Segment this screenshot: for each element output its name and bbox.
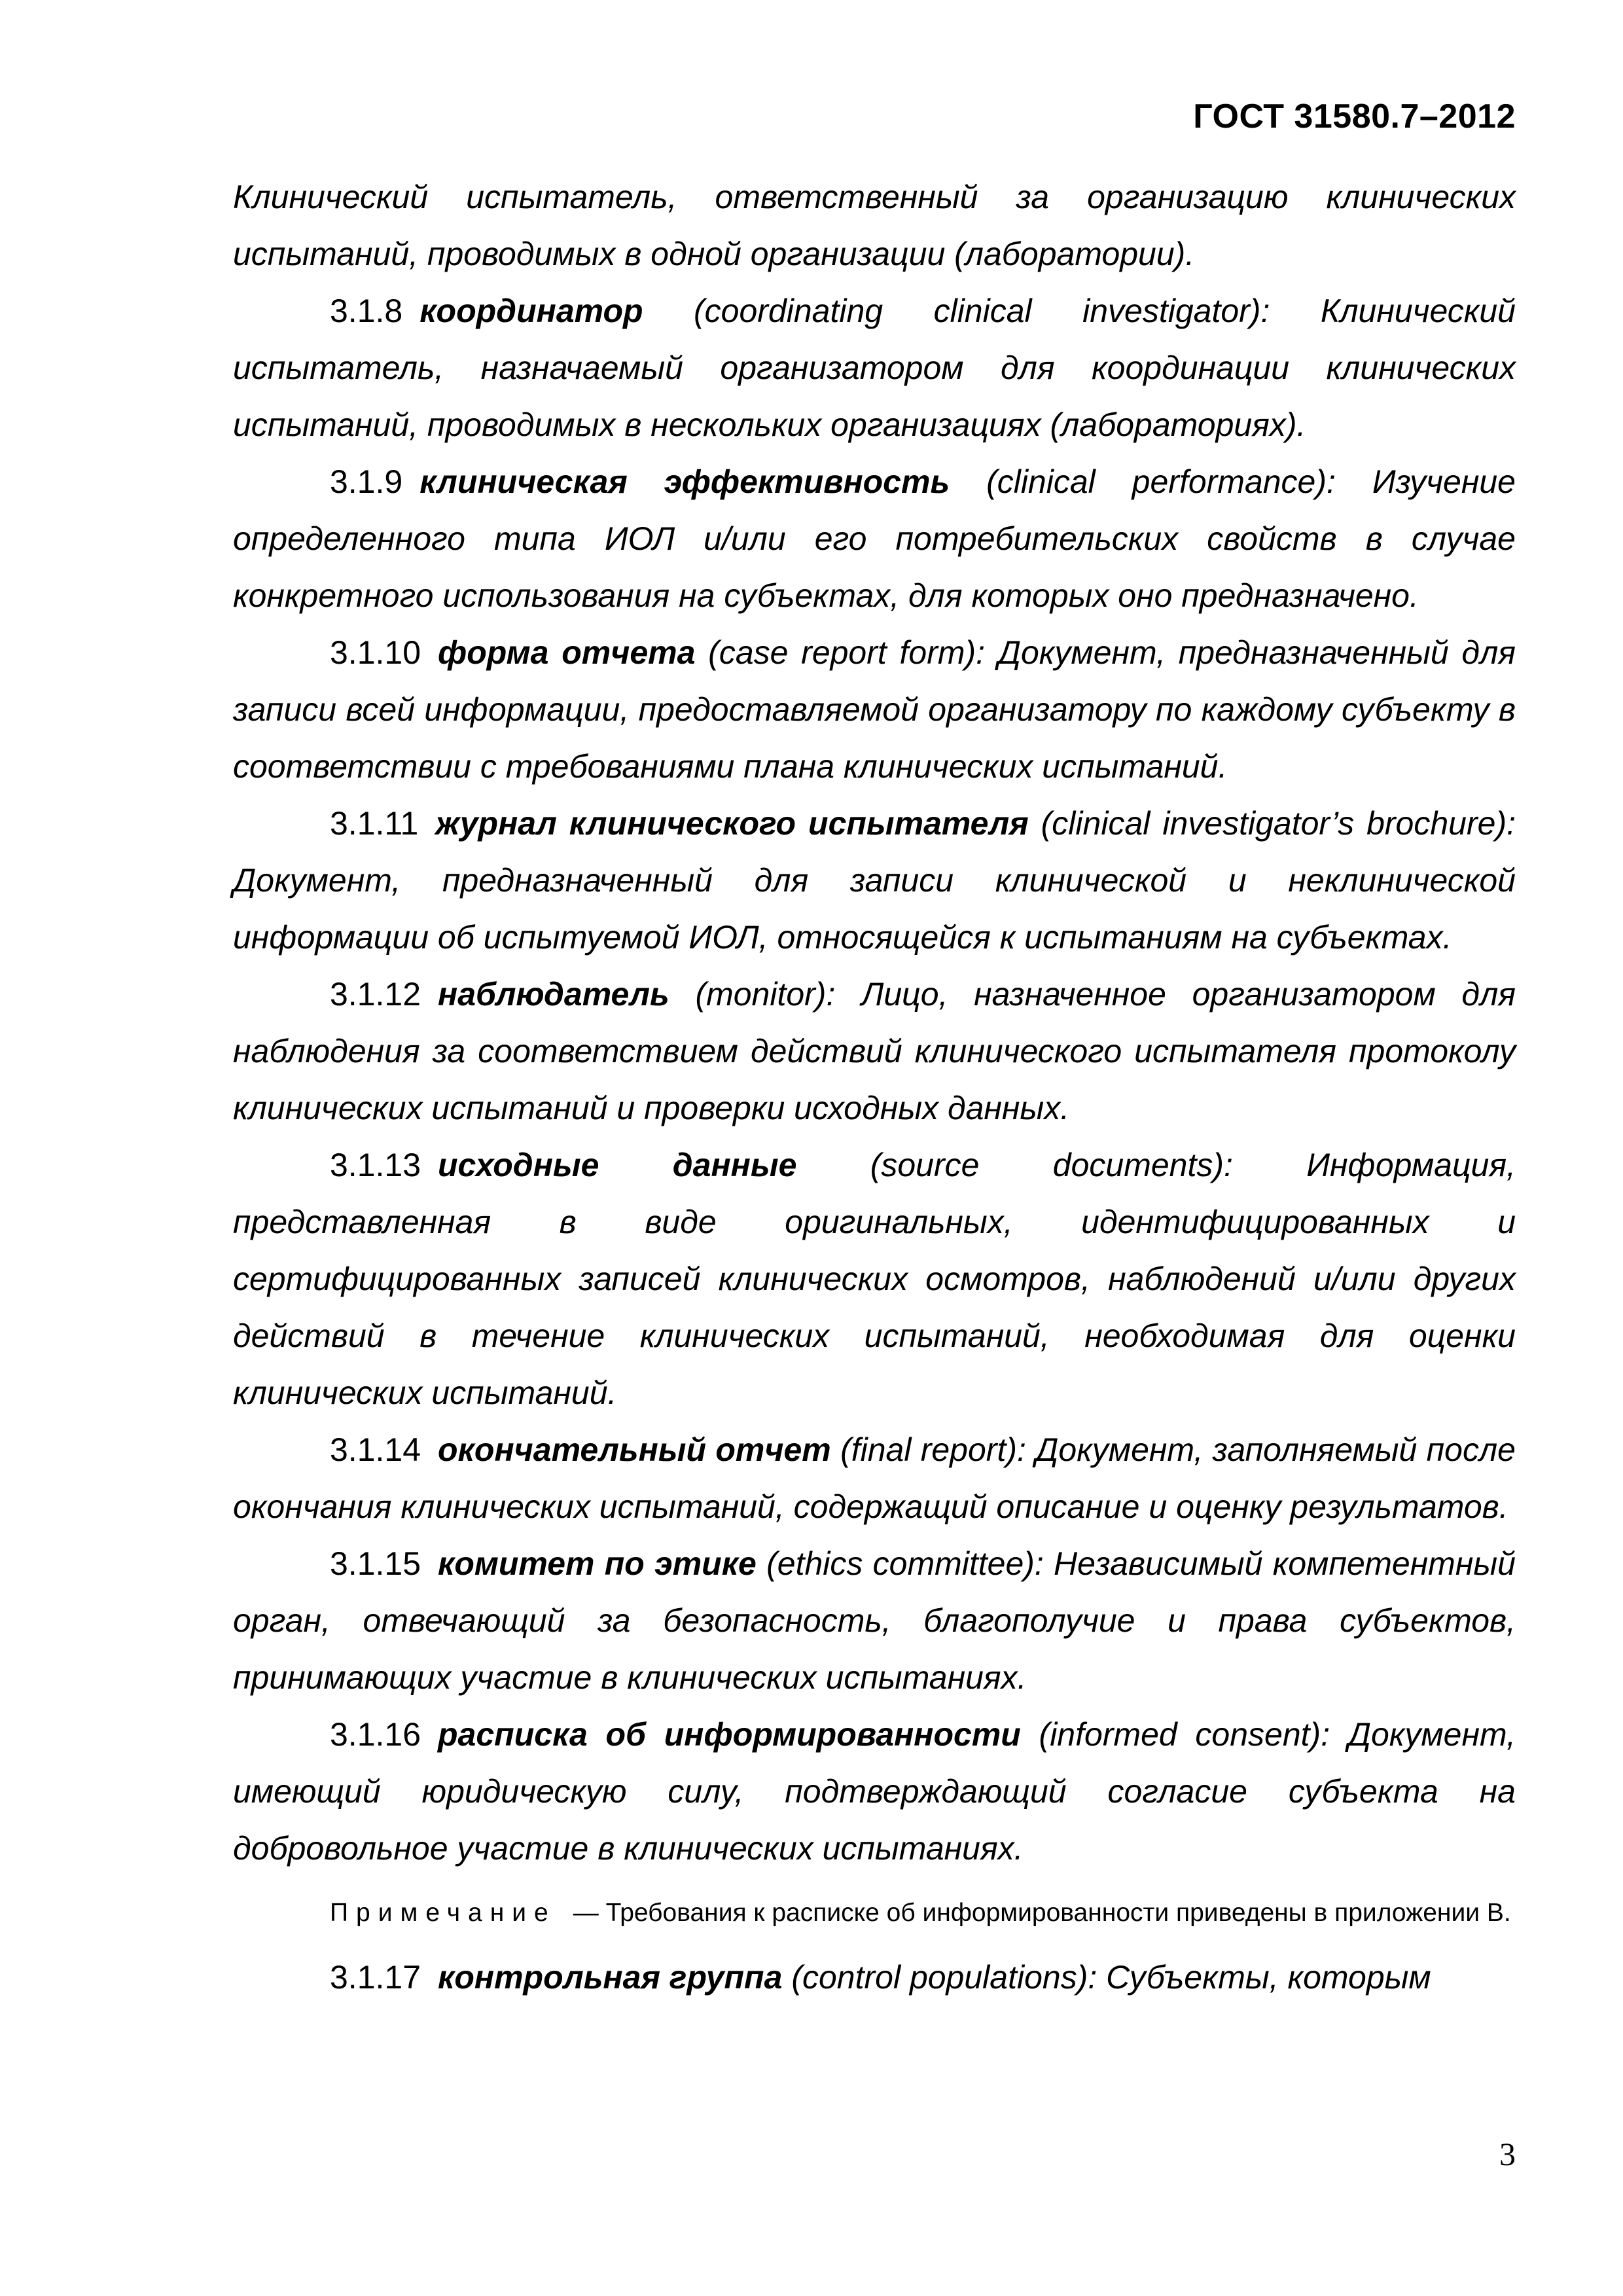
definition-3-1-9 [233, 454, 1516, 624]
definition-term: клиническая эффективность [419, 463, 950, 500]
note-label: Примечание [330, 1899, 556, 1927]
definition-english: (coordinating clinical investigator): [694, 293, 1270, 329]
definition-number: 3.1.14 [330, 1431, 421, 1468]
definition-term: форма отчета [438, 634, 696, 671]
definition-text: Информация, представленная в виде оригинальных, идентифицированных и сертифицированных записей клинических осмотров, наблюдений и/или других действий в течение клинических испытаний, необходимая для оценки клинических испытаний. [233, 1147, 1516, 1411]
definition-number: 3.1.8 [330, 293, 403, 329]
definition-text: Изучение определенного типа ИОЛ и/или его потребительских свойств в случае конкретного использования на субъектах, для которых оно предназначено. [233, 463, 1516, 614]
note-paragraph [233, 1890, 1516, 1936]
definition-english: (informed consent): [1039, 1716, 1330, 1753]
definition-3-1-10 [233, 624, 1516, 795]
definition-3-1-12 [233, 966, 1516, 1137]
definition-text: Документ, заполняемый после окончания клинических испытаний, содержащий описание и оценку результатов. [233, 1431, 1516, 1525]
definition-term: окончательный отчет [438, 1431, 831, 1468]
definition-english: (control populations): [791, 1959, 1097, 1996]
definition-english: (monitor): [695, 976, 836, 1013]
definition-term: наблюдатель [438, 976, 669, 1013]
page-body [233, 169, 1516, 2006]
definitions-list [233, 283, 1516, 1877]
definition-number: 3.1.12 [330, 976, 421, 1013]
definition-term: контрольная группа [438, 1959, 783, 1996]
definition-3-1-15 [233, 1535, 1516, 1706]
definition-number: 3.1.10 [330, 634, 421, 671]
definition-number: 3.1.15 [330, 1545, 421, 1582]
definition-term: расписка об информированности [438, 1716, 1021, 1753]
definition-number: 3.1.11 [330, 805, 419, 842]
document-id-header: ГОСТ 31580.7–2012 [1193, 98, 1516, 135]
definition-text: Документ, предназначенный для записи всей информации, предоставляемой организатору по каждому субъекту в соответствии с требованиями плана клинических испытаний. [233, 634, 1516, 785]
definition-number: 3.1.13 [330, 1147, 421, 1183]
continuation-paragraph: Клинический испытатель, ответственный за организацию клинических испытаний, проводимых в одной организации (лаборатории). [233, 179, 1516, 272]
definition-english: (clinical performance): [986, 463, 1336, 500]
definition-text: Субъекты, которым [1097, 1959, 1431, 1996]
definition-term: комитет по этике [438, 1545, 757, 1582]
definition-text: Клинический испытатель, назначаемый организатором для координации клинических испытаний, проводимых в нескольких организациях (лабораториях). [233, 293, 1516, 443]
definition-number: 3.1.17 [330, 1959, 421, 1996]
definition-3-1-16 [233, 1706, 1516, 1877]
definition-text: Документ, предназначенный для записи клинической и неклинической информации об испытуемой ИОЛ, относящейся к испытаниям на субъектах. [233, 862, 1516, 956]
definition-english: (ethics committee): [766, 1545, 1044, 1582]
definition-3-1-11 [233, 795, 1516, 966]
definition-term: журнал клинического испытателя [435, 805, 1029, 842]
definition-text: Независимый компетентный орган, отвечающий за безопасность, благополучие и права субъектов, принимающих участие в клинических испытаниях. [233, 1545, 1516, 1696]
definition-3-1-17 [233, 1949, 1516, 2006]
definition-english: (clinical investigator’s brochure): [1041, 805, 1516, 842]
definition-3-1-8 [233, 283, 1516, 454]
page-number: 3 [1499, 2136, 1516, 2172]
definition-english: (case report form): [708, 634, 986, 671]
definition-3-1-14 [233, 1422, 1516, 1535]
definition-term: исходные данные [438, 1147, 797, 1183]
definition-text: Лицо, назначенное организатором для наблюдения за соответствием действий клинического испытателя протоколу клинических испытаний и проверки исходных данных. [233, 976, 1516, 1126]
definition-text: Документ, имеющий юридическую силу, подтверждающий согласие субъекта на добровольное участие в клинических испытаниях. [233, 1716, 1516, 1867]
definition-term: координатор [419, 293, 643, 329]
definition-number: 3.1.9 [330, 463, 403, 500]
definition-english: (source documents): [870, 1147, 1233, 1183]
note-text: — Требования к расписке об информированности приведены в приложении В. [573, 1899, 1511, 1927]
definition-english: (final report): [840, 1431, 1026, 1468]
definition-3-1-13 [233, 1137, 1516, 1422]
definition-number: 3.1.16 [330, 1716, 421, 1753]
